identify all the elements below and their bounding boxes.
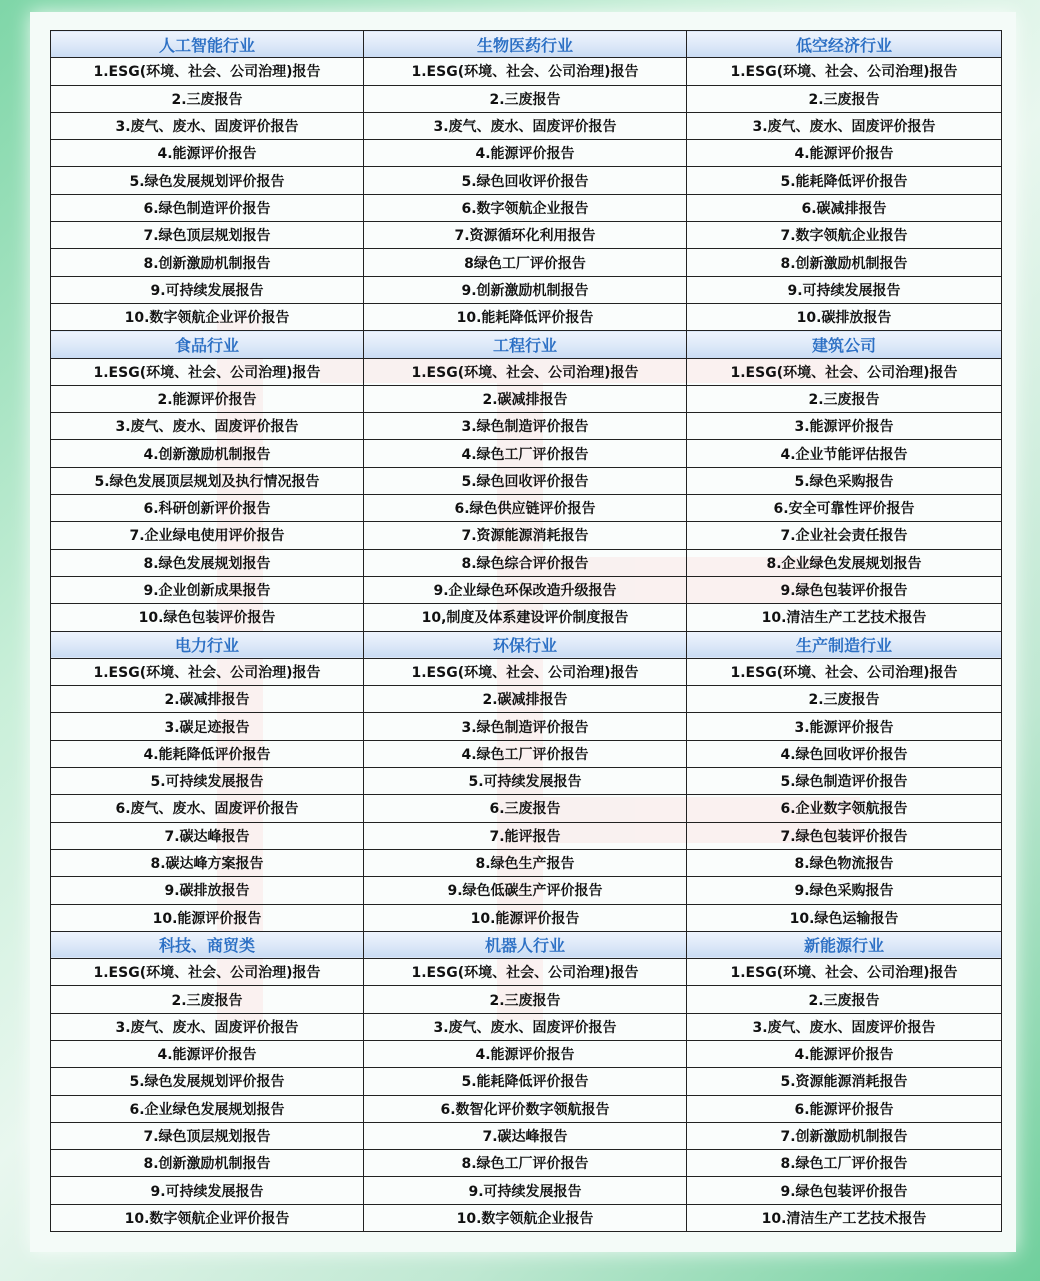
report-item: 1.ESG(环境、社会、公司治理)报告 <box>687 358 1002 385</box>
table-row <box>51 740 1002 767</box>
report-item: 6.安全可靠性评价报告 <box>687 495 1002 522</box>
table-row <box>51 1204 1002 1231</box>
industry-title: 低空经济行业 <box>687 31 1002 58</box>
table-row <box>51 358 1002 385</box>
report-item: 6.企业绿色发展规划报告 <box>51 1095 364 1122</box>
report-item: 3.废气、废水、固废评价报告 <box>687 112 1002 139</box>
report-item: 1.ESG(环境、社会、公司治理)报告 <box>687 58 1002 85</box>
report-item: 2.三废报告 <box>687 385 1002 412</box>
report-item: 9.绿色采购报告 <box>687 877 1002 904</box>
table-row <box>51 276 1002 303</box>
report-item: 7.能评报告 <box>364 822 687 849</box>
report-item: 9.可持续发展报告 <box>51 276 364 303</box>
report-item: 5.能耗降低评价报告 <box>687 167 1002 194</box>
table-row <box>51 167 1002 194</box>
report-item: 3.废气、废水、固废评价报告 <box>364 112 687 139</box>
table-row <box>51 904 1002 931</box>
industry-title: 科技、商贸类 <box>51 931 364 958</box>
table-row <box>51 686 1002 713</box>
report-item: 4.能源评价报告 <box>364 1040 687 1067</box>
report-item: 7.绿色顶层规划报告 <box>51 1122 364 1149</box>
report-item: 6.绿色供应链评价报告 <box>364 495 687 522</box>
report-item: 10.能源评价报告 <box>51 904 364 931</box>
report-item: 7.企业社会责任报告 <box>687 522 1002 549</box>
report-item: 5.可持续发展报告 <box>51 768 364 795</box>
table-row <box>51 1150 1002 1177</box>
table-row <box>51 959 1002 986</box>
report-item: 10,制度及体系建设评价制度报告 <box>364 604 687 631</box>
report-item: 9.绿色包装评价报告 <box>687 1177 1002 1204</box>
table-row <box>51 303 1002 330</box>
section-header-row <box>51 631 1002 658</box>
report-item: 9.企业绿色环保改造升级报告 <box>364 576 687 603</box>
table-row <box>51 1068 1002 1095</box>
report-item: 9.创新激励机制报告 <box>364 276 687 303</box>
report-item: 4.能源评价报告 <box>51 140 364 167</box>
table-row <box>51 658 1002 685</box>
report-item: 3.废气、废水、固废评价报告 <box>687 1013 1002 1040</box>
report-item: 6.数字领航企业报告 <box>364 194 687 221</box>
report-item: 8.绿色发展规划报告 <box>51 549 364 576</box>
report-item: 10.能耗降低评价报告 <box>364 303 687 330</box>
report-item: 7.碳达峰报告 <box>51 822 364 849</box>
report-item: 5.可持续发展报告 <box>364 768 687 795</box>
table-row <box>51 249 1002 276</box>
report-item: 8.绿色物流报告 <box>687 849 1002 876</box>
report-item: 8.绿色生产报告 <box>364 849 687 876</box>
report-item: 1.ESG(环境、社会、公司治理)报告 <box>364 58 687 85</box>
table-row <box>51 986 1002 1013</box>
report-item: 3.碳足迹报告 <box>51 713 364 740</box>
table-row <box>51 795 1002 822</box>
report-item: 2.碳减排报告 <box>51 686 364 713</box>
report-item: 8.绿色综合评价报告 <box>364 549 687 576</box>
report-item: 5.绿色发展规划评价报告 <box>51 1068 364 1095</box>
report-item: 3.绿色制造评价报告 <box>364 713 687 740</box>
report-item: 9.可持续发展报告 <box>51 1177 364 1204</box>
report-item: 3.废气、废水、固废评价报告 <box>364 1013 687 1040</box>
report-item: 10.能源评价报告 <box>364 904 687 931</box>
report-table <box>50 30 1002 1232</box>
report-item: 4.企业节能评估报告 <box>687 440 1002 467</box>
report-item: 5.绿色制造评价报告 <box>687 768 1002 795</box>
report-item: 1.ESG(环境、社会、公司治理)报告 <box>687 959 1002 986</box>
report-item: 8.绿色工厂评价报告 <box>687 1150 1002 1177</box>
report-item: 4.绿色工厂评价报告 <box>364 440 687 467</box>
report-item: 4.绿色回收评价报告 <box>687 740 1002 767</box>
report-item: 2.三废报告 <box>364 986 687 1013</box>
table-row <box>51 194 1002 221</box>
report-item: 4.创新激励机制报告 <box>51 440 364 467</box>
report-item: 10.绿色运输报告 <box>687 904 1002 931</box>
report-item: 5.能耗降低评价报告 <box>364 1068 687 1095</box>
report-item: 4.能耗降低评价报告 <box>51 740 364 767</box>
report-item: 2.三废报告 <box>51 85 364 112</box>
report-item: 8.企业绿色发展规划报告 <box>687 549 1002 576</box>
report-item: 5.资源能源消耗报告 <box>687 1068 1002 1095</box>
report-item: 10.数字领航企业评价报告 <box>51 303 364 330</box>
report-item: 5.绿色采购报告 <box>687 467 1002 494</box>
report-item: 2.三废报告 <box>51 986 364 1013</box>
table-row <box>51 1040 1002 1067</box>
table-row <box>51 58 1002 85</box>
section-header-row <box>51 331 1002 358</box>
table-row <box>51 112 1002 139</box>
table-row <box>51 467 1002 494</box>
report-item: 4.能源评价报告 <box>687 1040 1002 1067</box>
industry-title: 新能源行业 <box>687 931 1002 958</box>
table-row <box>51 140 1002 167</box>
report-item: 7.资源能源消耗报告 <box>364 522 687 549</box>
report-item: 3.能源评价报告 <box>687 713 1002 740</box>
table-row <box>51 768 1002 795</box>
report-item: 9.绿色包装评价报告 <box>687 576 1002 603</box>
table-row <box>51 549 1002 576</box>
report-item: 10.数字领航企业评价报告 <box>51 1204 364 1231</box>
industry-title: 工程行业 <box>364 331 687 358</box>
report-item: 9.绿色低碳生产评价报告 <box>364 877 687 904</box>
report-item: 3.绿色制造评价报告 <box>364 413 687 440</box>
report-item: 7.资源循环化利用报告 <box>364 222 687 249</box>
table-row <box>51 1122 1002 1149</box>
table-row <box>51 604 1002 631</box>
table-row <box>51 877 1002 904</box>
table-row <box>51 413 1002 440</box>
industry-title: 环保行业 <box>364 631 687 658</box>
report-item: 4.能源评价报告 <box>364 140 687 167</box>
report-item: 6.企业数字领航报告 <box>687 795 1002 822</box>
table-row <box>51 85 1002 112</box>
report-item: 7.绿色包装评价报告 <box>687 822 1002 849</box>
report-item: 1.ESG(环境、社会、公司治理)报告 <box>51 358 364 385</box>
report-item: 8.创新激励机制报告 <box>687 249 1002 276</box>
report-item: 10.数字领航企业报告 <box>364 1204 687 1231</box>
industry-title: 生物医药行业 <box>364 31 687 58</box>
table-row <box>51 385 1002 412</box>
table-row <box>51 822 1002 849</box>
report-item: 6.碳减排报告 <box>687 194 1002 221</box>
report-item: 1.ESG(环境、社会、公司治理)报告 <box>364 658 687 685</box>
report-item: 7.创新激励机制报告 <box>687 1122 1002 1149</box>
table-row <box>51 222 1002 249</box>
report-item: 4.能源评价报告 <box>51 1040 364 1067</box>
report-item: 8绿色工厂评价报告 <box>364 249 687 276</box>
report-item: 3.废气、废水、固废评价报告 <box>51 413 364 440</box>
report-item: 8.碳达峰方案报告 <box>51 849 364 876</box>
report-item: 1.ESG(环境、社会、公司治理)报告 <box>51 58 364 85</box>
report-item: 2.三废报告 <box>687 85 1002 112</box>
table-row <box>51 522 1002 549</box>
table-row <box>51 713 1002 740</box>
report-item: 7.企业绿电使用评价报告 <box>51 522 364 549</box>
report-item: 9.可持续发展报告 <box>364 1177 687 1204</box>
report-item: 3.能源评价报告 <box>687 413 1002 440</box>
table-row <box>51 1177 1002 1204</box>
report-item: 10.绿色包装评价报告 <box>51 604 364 631</box>
report-item: 1.ESG(环境、社会、公司治理)报告 <box>687 658 1002 685</box>
report-item: 8.创新激励机制报告 <box>51 1150 364 1177</box>
report-item: 8.绿色工厂评价报告 <box>364 1150 687 1177</box>
report-item: 6.数智化评价数字领航报告 <box>364 1095 687 1122</box>
table-row <box>51 576 1002 603</box>
report-item: 6.绿色制造评价报告 <box>51 194 364 221</box>
report-item: 2.三废报告 <box>687 686 1002 713</box>
report-item: 1.ESG(环境、社会、公司治理)报告 <box>51 658 364 685</box>
table-row <box>51 495 1002 522</box>
report-item: 4.能源评价报告 <box>687 140 1002 167</box>
report-item: 10.碳排放报告 <box>687 303 1002 330</box>
report-item: 3.废气、废水、固废评价报告 <box>51 1013 364 1040</box>
report-item: 6.能源评价报告 <box>687 1095 1002 1122</box>
report-item: 2.三废报告 <box>687 986 1002 1013</box>
report-item: 5.绿色发展顶层规划及执行情况报告 <box>51 467 364 494</box>
report-item: 9.碳排放报告 <box>51 877 364 904</box>
report-item: 7.碳达峰报告 <box>364 1122 687 1149</box>
report-item: 6.三废报告 <box>364 795 687 822</box>
table-row <box>51 1095 1002 1122</box>
report-item: 2.碳减排报告 <box>364 385 687 412</box>
report-item: 4.绿色工厂评价报告 <box>364 740 687 767</box>
report-item: 3.废气、废水、固废评价报告 <box>51 112 364 139</box>
report-item: 6.科研创新评价报告 <box>51 495 364 522</box>
report-item: 6.废气、废水、固废评价报告 <box>51 795 364 822</box>
industry-title: 食品行业 <box>51 331 364 358</box>
report-item: 2.碳减排报告 <box>364 686 687 713</box>
report-item: 2.三废报告 <box>364 85 687 112</box>
report-item: 5.绿色发展规划评价报告 <box>51 167 364 194</box>
report-item: 7.绿色顶层规划报告 <box>51 222 364 249</box>
report-item: 10.清洁生产工艺技术报告 <box>687 1204 1002 1231</box>
report-item: 5.绿色回收评价报告 <box>364 467 687 494</box>
report-item: 9.企业创新成果报告 <box>51 576 364 603</box>
section-header-row <box>51 31 1002 58</box>
industry-title: 电力行业 <box>51 631 364 658</box>
report-item: 2.能源评价报告 <box>51 385 364 412</box>
report-item: 7.数字领航企业报告 <box>687 222 1002 249</box>
industry-title: 建筑公司 <box>687 331 1002 358</box>
industry-title: 人工智能行业 <box>51 31 364 58</box>
industry-title: 机器人行业 <box>364 931 687 958</box>
report-item: 1.ESG(环境、社会、公司治理)报告 <box>364 358 687 385</box>
table-row <box>51 1013 1002 1040</box>
report-item: 5.绿色回收评价报告 <box>364 167 687 194</box>
report-item: 1.ESG(环境、社会、公司治理)报告 <box>51 959 364 986</box>
table-row <box>51 440 1002 467</box>
report-item: 8.创新激励机制报告 <box>51 249 364 276</box>
report-item: 1.ESG(环境、社会、公司治理)报告 <box>364 959 687 986</box>
report-item: 10.清洁生产工艺技术报告 <box>687 604 1002 631</box>
report-item: 9.可持续发展报告 <box>687 276 1002 303</box>
table-row <box>51 849 1002 876</box>
industry-title: 生产制造行业 <box>687 631 1002 658</box>
section-header-row <box>51 931 1002 958</box>
